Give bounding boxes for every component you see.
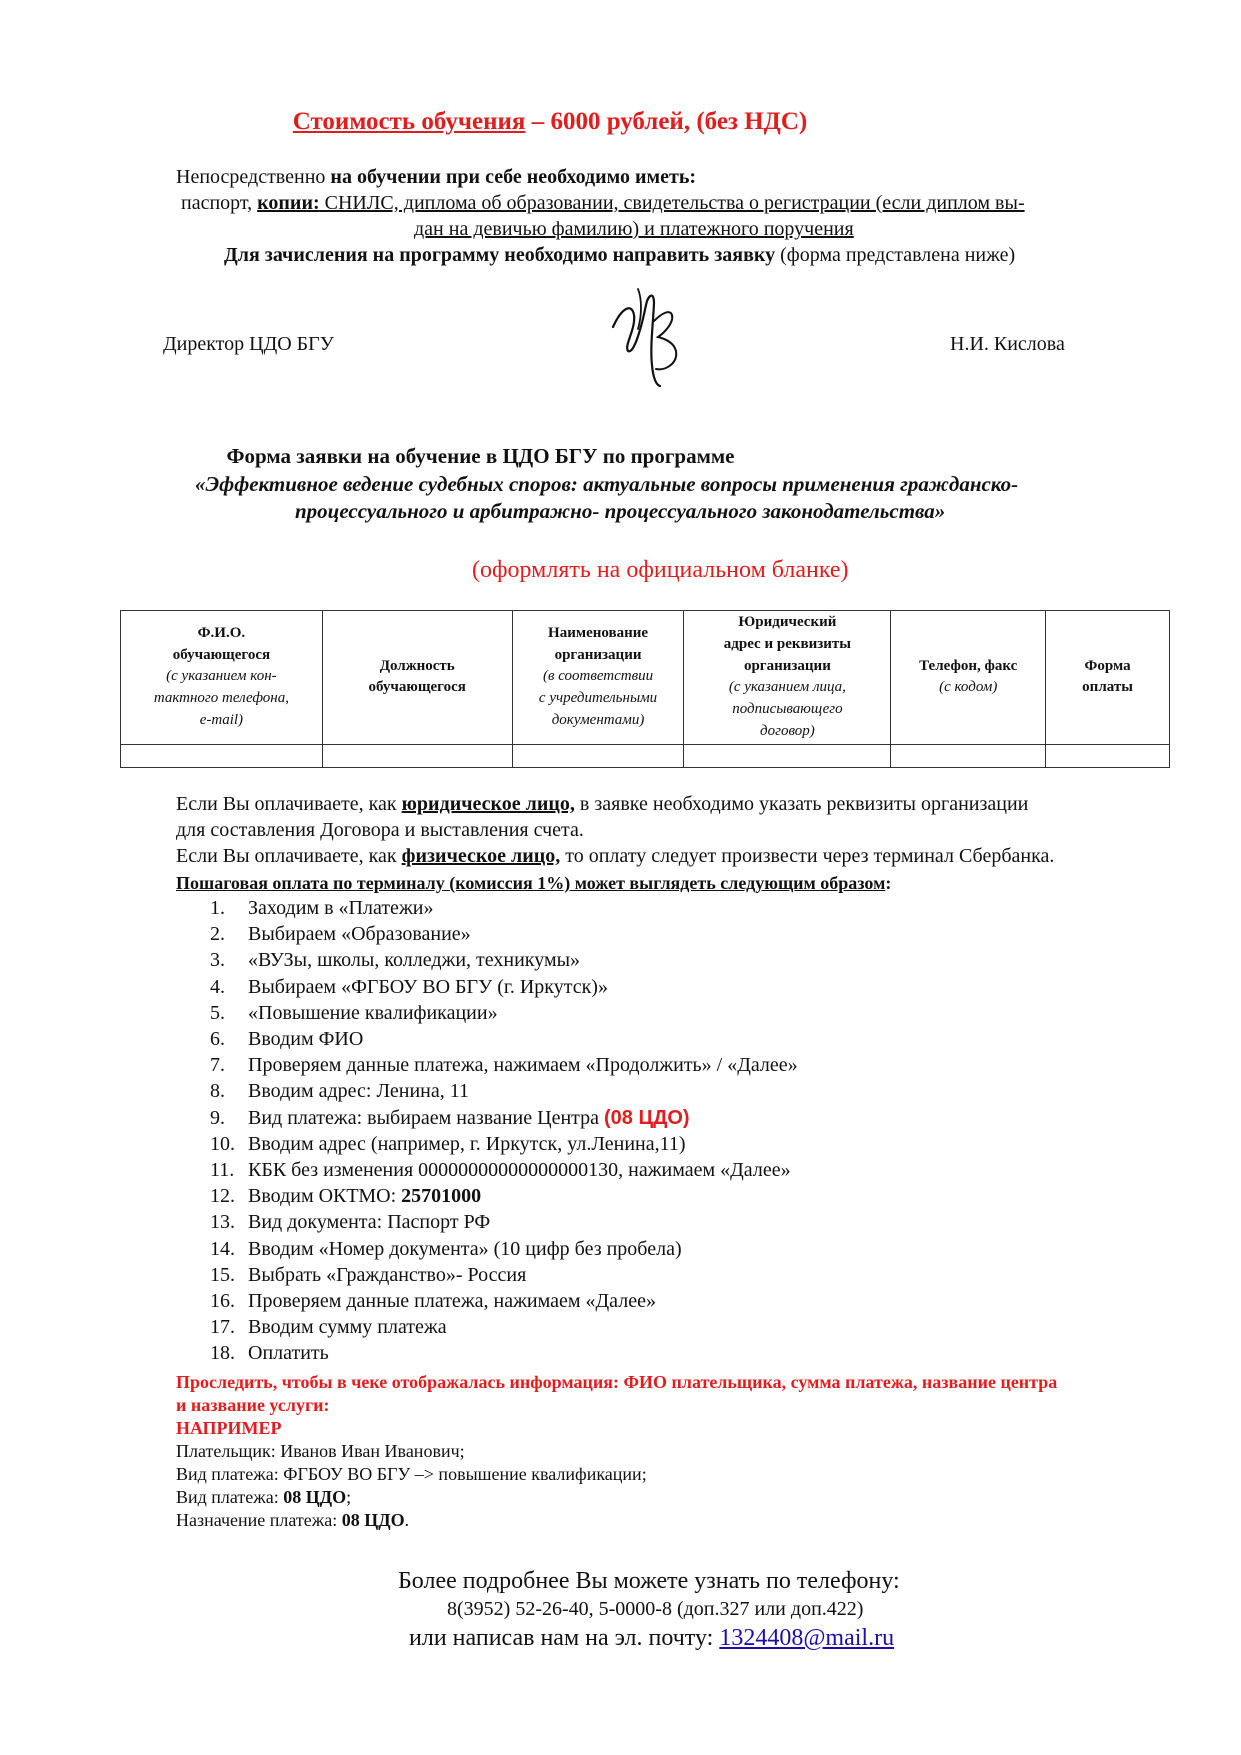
col-address-title: Юридический — [738, 614, 837, 630]
cost-label: Стоимость обучения — [292, 108, 526, 135]
col-position-header — [322, 611, 512, 745]
col-org-note-2: с учредительными — [538, 690, 658, 707]
col-org-title-2: организации — [554, 646, 642, 663]
list-item: 5. «Повышение квалификации» — [210, 1001, 498, 1024]
list-item: 8. Вводим адрес: Ленина, 11 — [210, 1080, 470, 1103]
col-fio-title-2: обучающегося — [172, 646, 271, 663]
docs-line-1-bold: на обучении при себе необходимо иметь: — [330, 166, 697, 188]
step-text: Вид платежа: выбираем название Центра — [248, 1106, 605, 1129]
list-item: 15. Выбрать «Гражданство»- Россия — [210, 1263, 527, 1286]
col-position-title-2: обучающегося — [368, 679, 466, 696]
table-cell — [1046, 744, 1170, 767]
table-row — [121, 744, 1170, 767]
application-table — [120, 610, 1170, 768]
list-item: 18. Оплатить — [210, 1342, 329, 1365]
phys-a: Если Вы оплачиваете, как — [176, 845, 402, 867]
program-line-1: «Эффективное ведение судебных споров: актуальные вопросы применения гражданско- — [195, 472, 1019, 496]
list-item: 11. КБК без изменения 00000000000000000130, нажимаем «Далее» — [210, 1159, 791, 1182]
list-item: 16. Проверяем данные платежа, нажимаем «Далее» — [210, 1290, 656, 1313]
col-fio-note-1: (с указанием кон- — [166, 668, 277, 685]
example-kind-2-a: Вид платежа: — [176, 1487, 284, 1507]
check-warning-2: и название услуги: — [176, 1395, 330, 1415]
docs-line-2-b: СНИЛС, диплома об образовании, свидетельства о регистрации (если диплом вы- — [319, 192, 1025, 214]
legal-b: юридическое лицо, — [401, 793, 575, 815]
table-cell — [121, 744, 323, 767]
step-text: Вводим «Номер документа» (10 цифр без пробела) — [248, 1237, 682, 1260]
col-address-title-3: организации — [743, 657, 831, 674]
col-fio-note-2: тактного телефона, — [153, 690, 289, 707]
step-text: «ВУЗы, школы, колледжи, техникумы» — [248, 949, 581, 972]
cost-heading — [0, 108, 1100, 136]
col-org-note-1: (в соответствии — [542, 668, 654, 685]
docs-line-4-bold: Для зачисления на программу необходимо направить заявку — [224, 244, 776, 266]
docs-line-2 — [181, 192, 1025, 215]
col-address-note-1: (с указанием лица, — [728, 679, 846, 696]
table-cell — [512, 744, 684, 767]
table-header-row — [121, 611, 1170, 745]
col-payment-title: Форма — [1084, 657, 1131, 674]
phys-c: то оплату следует произвести через терминал Сбербанка. — [560, 845, 1055, 867]
col-payment-title-2: оплаты — [1082, 679, 1133, 696]
center-code: (08 ЦДО) — [604, 1106, 690, 1129]
check-warning-1: Проследить, чтобы в чеке отображалась информация: ФИО плательщика, сумма платежа, название центра — [176, 1372, 1058, 1392]
step-text: «Повышение квалификации» — [248, 1001, 498, 1024]
col-fio-title: Ф.И.О. — [197, 624, 246, 641]
col-address-note-3: договор) — [760, 722, 815, 739]
list-item: 17. Вводим сумму платежа — [210, 1316, 447, 1339]
example-payer: Плательщик: Иванов Иван Иванович; — [176, 1441, 465, 1461]
step-text: Вводим адрес: Ленина, 11 — [248, 1080, 470, 1103]
list-item: 10. Вводим адрес (например, г. Иркутск, ул.Ленина,11) — [210, 1132, 686, 1155]
list-item: 3. «ВУЗы, школы, колледжи, техникумы» — [210, 949, 581, 972]
step-text: Выбираем «ФГБОУ ВО БГУ (г. Иркутск)» — [248, 975, 608, 998]
steps-header-colon: : — [885, 873, 892, 893]
signature-image — [608, 285, 688, 390]
step-text: Вид документа: Паспорт РФ — [248, 1211, 491, 1234]
example-label: НАПРИМЕР — [176, 1418, 282, 1438]
step-text: Выбираем «Образование» — [248, 923, 471, 946]
example-purpose-b: 08 ЦДО — [341, 1510, 405, 1530]
contact-phones: 8(3952) 52-26-40, 5-0000-8 (доп.327 или доп.422) — [447, 1598, 864, 1620]
col-payment-header — [1046, 611, 1170, 745]
list-item: 7. Проверяем данные платежа, нажимаем «Продолжить» / «Далее» — [210, 1054, 798, 1077]
step-text: Выбрать «Гражданство»- Россия — [248, 1263, 527, 1286]
docs-line-1 — [176, 166, 696, 189]
docs-line-2-a: паспорт, — [181, 192, 258, 214]
col-phone-title: Телефон, факс — [919, 657, 1018, 674]
list-item: 13. Вид документа: Паспорт РФ — [210, 1211, 491, 1234]
oktmo-code: 25701000 — [401, 1185, 482, 1208]
step-text: Оплатить — [248, 1342, 329, 1365]
form-title: Форма заявки на обучение в ЦДО БГУ по программе — [226, 444, 735, 468]
form-note: (оформлять на официальном бланке) — [472, 557, 849, 583]
step-text: Проверяем данные платежа, нажимаем «Продолжить» / «Далее» — [248, 1054, 798, 1077]
col-fio-header — [121, 611, 323, 745]
col-address-note-2: подписывающего — [732, 701, 843, 717]
col-fio-note-3: e-mail) — [199, 711, 244, 728]
list-item: 6. Вводим ФИО — [210, 1028, 364, 1051]
director-name: Н.И. Кислова — [950, 333, 1065, 355]
program-line-2: процессуального и арбитражно- процессуального законодательства» — [295, 499, 946, 523]
col-phone-header — [891, 611, 1046, 745]
step-text: Вводим сумму платежа — [248, 1316, 447, 1339]
example-purpose — [176, 1510, 409, 1531]
docs-line-1-plain: Непосредственно — [176, 166, 331, 188]
col-position-title: Должность — [379, 657, 455, 674]
legal-entity-line-2: для составления Договора и выставления счета. — [176, 819, 584, 841]
docs-line-4-plain: (форма представлена ниже) — [775, 244, 1016, 266]
col-address-title-2: адрес и реквизиты — [723, 635, 851, 652]
steps-header — [176, 873, 891, 894]
example-kind-2 — [176, 1487, 351, 1508]
cost-value: – 6000 рублей, (без НДС) — [525, 108, 808, 135]
example-kind-2-c: ; — [346, 1487, 352, 1507]
table-cell — [322, 744, 512, 767]
docs-line-3: дан на девичью фамилию) и платежного поручения — [414, 218, 854, 240]
col-org-header — [512, 611, 684, 745]
table-cell — [891, 744, 1046, 767]
col-address-header — [684, 611, 891, 745]
step-text: Вводим ОКТМО: — [248, 1185, 402, 1208]
example-purpose-a: Назначение платежа: — [176, 1510, 342, 1530]
step-text: КБК без изменения 00000000000000000130, нажимаем «Далее» — [248, 1159, 791, 1182]
col-phone-note: (с кодом) — [939, 679, 998, 696]
table-cell — [684, 744, 891, 767]
steps-list — [210, 895, 798, 1367]
legal-entity-line — [176, 793, 1028, 816]
col-org-title: Наименование — [548, 624, 649, 641]
example-kind: Вид платежа: ФГБОУ ВО БГУ –> повышение квалификации; — [176, 1464, 647, 1484]
list-item: 9. Вид платежа: выбираем название Центра (08 ЦДО) — [210, 1106, 690, 1129]
list-item: 2. Выбираем «Образование» — [210, 923, 471, 946]
contact-email-label: или написав нам на эл. почту: — [409, 1625, 720, 1651]
legal-c: в заявке необходимо указать реквизиты организации — [574, 793, 1029, 815]
contact-email-link[interactable]: 1324408@mail.ru — [719, 1625, 895, 1651]
legal-a: Если Вы оплачиваете, как — [176, 793, 402, 815]
docs-line-4 — [224, 244, 1015, 267]
step-text: Проверяем данные платежа, нажимаем «Далее» — [248, 1290, 656, 1313]
step-text: Вводим адрес (например, г. Иркутск, ул.Ленина,11) — [248, 1132, 686, 1155]
phys-b: физическое лицо, — [401, 845, 561, 867]
example-purpose-c: . — [404, 1510, 410, 1530]
director-position: Директор ЦДО БГУ — [163, 333, 334, 355]
contact-line-3 — [409, 1625, 894, 1652]
col-org-note-3: документами) — [551, 711, 645, 728]
contact-line-1: Более подробнее Вы можете узнать по телефону: — [398, 1568, 900, 1594]
step-text: Заходим в «Платежи» — [248, 897, 434, 919]
example-kind-2-b: 08 ЦДО — [283, 1487, 347, 1507]
docs-copies: копии: — [257, 192, 320, 214]
list-item: 14. Вводим «Номер документа» (10 цифр без пробела) — [210, 1237, 682, 1260]
list-item: 4. Выбираем «ФГБОУ ВО БГУ (г. Иркутск)» — [210, 975, 608, 998]
list-item: 1. Заходим в «Платежи» — [210, 897, 434, 919]
steps-header-text: Пошаговая оплата по терминалу (комиссия 1%) может выглядеть следующим образом — [176, 873, 886, 893]
list-item: 12. Вводим ОКТМО: 25701000 — [210, 1185, 482, 1208]
physical-person-line — [176, 845, 1054, 868]
step-text: Вводим ФИО — [248, 1028, 364, 1051]
